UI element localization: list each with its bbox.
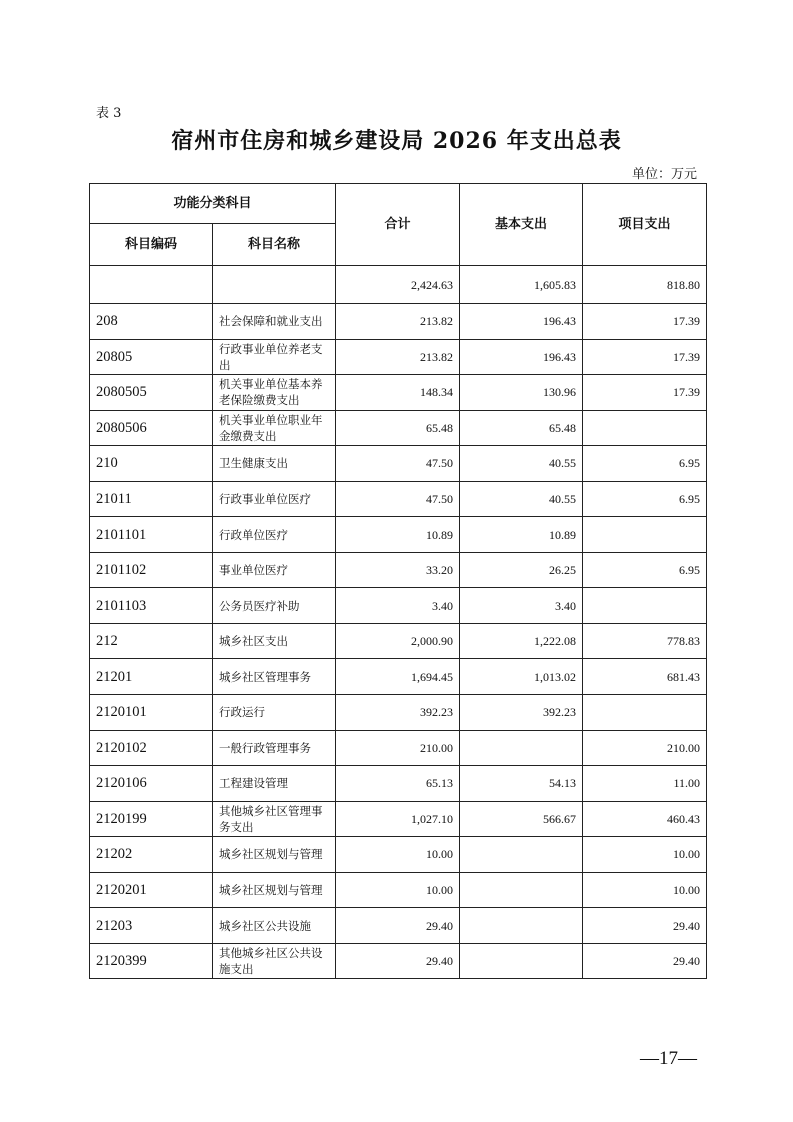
project-amount: 778.83 [583, 623, 707, 659]
table-row [90, 695, 707, 731]
page-title: 宿州市住房和城乡建设局 2026 年支出总表 [171, 128, 622, 154]
header-function-category: 功能分类科目 [90, 184, 336, 224]
total-amount: 65.13 [336, 766, 460, 802]
subject-name [213, 266, 336, 304]
basic-amount: 196.43 [460, 304, 583, 340]
basic-amount: 40.55 [460, 446, 583, 482]
table-row [90, 304, 707, 340]
subject-code: 21011 [90, 481, 213, 517]
subject-code: 21203 [90, 908, 213, 944]
basic-amount [460, 837, 583, 873]
table-row [90, 339, 707, 375]
subject-code: 2120101 [90, 695, 213, 731]
header-basic-expenditure: 基本支出 [460, 184, 583, 266]
project-amount: 29.40 [583, 943, 707, 979]
project-amount [583, 517, 707, 553]
subject-code: 20805 [90, 339, 213, 375]
subject-name: 社会保障和就业支出 [213, 304, 336, 340]
subject-code: 2101102 [90, 552, 213, 588]
basic-amount: 1,222.08 [460, 623, 583, 659]
basic-amount: 1,605.83 [460, 266, 583, 304]
header-project-expenditure: 项目支出 [583, 184, 707, 266]
total-amount: 29.40 [336, 943, 460, 979]
table-row [90, 623, 707, 659]
table-row [90, 659, 707, 695]
subject-code: 2101103 [90, 588, 213, 624]
table-row [90, 410, 707, 446]
total-amount: 2,424.63 [336, 266, 460, 304]
total-amount: 10.00 [336, 872, 460, 908]
table-row [90, 872, 707, 908]
total-amount: 33.20 [336, 552, 460, 588]
header-subject-name: 科目名称 [213, 224, 336, 266]
subject-name: 其他城乡社区公共设施支出 [213, 943, 336, 979]
basic-amount: 54.13 [460, 766, 583, 802]
project-amount [583, 695, 707, 731]
total-amount: 10.89 [336, 517, 460, 553]
subject-code: 208 [90, 304, 213, 340]
basic-amount [460, 730, 583, 766]
project-amount: 6.95 [583, 552, 707, 588]
subject-name: 行政单位医疗 [213, 517, 336, 553]
subject-code: 2080506 [90, 410, 213, 446]
subject-name: 城乡社区规划与管理 [213, 872, 336, 908]
subject-code: 2120399 [90, 943, 213, 979]
project-amount [583, 588, 707, 624]
expenditure-table [89, 183, 707, 979]
basic-amount: 392.23 [460, 695, 583, 731]
project-amount: 17.39 [583, 375, 707, 411]
project-amount: 17.39 [583, 304, 707, 340]
total-amount: 213.82 [336, 304, 460, 340]
subject-code: 2120102 [90, 730, 213, 766]
project-amount: 17.39 [583, 339, 707, 375]
basic-amount: 566.67 [460, 801, 583, 837]
subject-code: 2120106 [90, 766, 213, 802]
subject-code: 21201 [90, 659, 213, 695]
header-total: 合计 [336, 184, 460, 266]
basic-amount: 10.89 [460, 517, 583, 553]
project-amount: 6.95 [583, 446, 707, 482]
table-label: 表 3 [96, 106, 122, 121]
basic-amount: 3.40 [460, 588, 583, 624]
basic-amount: 1,013.02 [460, 659, 583, 695]
total-amount: 210.00 [336, 730, 460, 766]
subject-code: 2080505 [90, 375, 213, 411]
subject-code: 2101101 [90, 517, 213, 553]
total-amount: 2,000.90 [336, 623, 460, 659]
project-amount: 10.00 [583, 872, 707, 908]
subject-code: 212 [90, 623, 213, 659]
total-amount: 3.40 [336, 588, 460, 624]
basic-amount: 65.48 [460, 410, 583, 446]
project-amount [583, 410, 707, 446]
project-amount: 11.00 [583, 766, 707, 802]
subject-name: 机关事业单位职业年金缴费支出 [213, 410, 336, 446]
basic-amount [460, 943, 583, 979]
subject-name: 事业单位医疗 [213, 552, 336, 588]
project-amount: 681.43 [583, 659, 707, 695]
subject-name: 卫生健康支出 [213, 446, 336, 482]
subject-name: 城乡社区公共设施 [213, 908, 336, 944]
total-amount: 47.50 [336, 446, 460, 482]
unit-label: 单位：万元 [631, 167, 697, 182]
total-row [90, 266, 707, 304]
project-amount: 210.00 [583, 730, 707, 766]
page-number: —17— [640, 1048, 697, 1069]
total-amount: 392.23 [336, 695, 460, 731]
project-amount: 460.43 [583, 801, 707, 837]
subject-name: 行政事业单位医疗 [213, 481, 336, 517]
subject-name: 城乡社区规划与管理 [213, 837, 336, 873]
project-amount: 29.40 [583, 908, 707, 944]
total-amount: 29.40 [336, 908, 460, 944]
total-amount: 1,694.45 [336, 659, 460, 695]
basic-amount: 130.96 [460, 375, 583, 411]
total-amount: 47.50 [336, 481, 460, 517]
total-amount: 1,027.10 [336, 801, 460, 837]
table-row [90, 517, 707, 553]
basic-amount [460, 908, 583, 944]
project-amount: 6.95 [583, 481, 707, 517]
subject-code: 21202 [90, 837, 213, 873]
subject-code: 2120201 [90, 872, 213, 908]
subject-name: 城乡社区支出 [213, 623, 336, 659]
table-row [90, 375, 707, 411]
total-amount: 213.82 [336, 339, 460, 375]
total-amount: 65.48 [336, 410, 460, 446]
subject-name: 行政运行 [213, 695, 336, 731]
project-amount: 818.80 [583, 266, 707, 304]
total-amount: 148.34 [336, 375, 460, 411]
total-amount: 10.00 [336, 837, 460, 873]
subject-code [90, 266, 213, 304]
table-row [90, 766, 707, 802]
table-row [90, 481, 707, 517]
subject-code: 2120199 [90, 801, 213, 837]
table-row [90, 837, 707, 873]
subject-name: 一般行政管理事务 [213, 730, 336, 766]
table-row [90, 801, 707, 837]
subject-name: 工程建设管理 [213, 766, 336, 802]
subject-name: 其他城乡社区管理事务支出 [213, 801, 336, 837]
header-subject-code: 科目编码 [90, 224, 213, 266]
subject-name: 行政事业单位养老支出 [213, 339, 336, 375]
subject-code: 210 [90, 446, 213, 482]
table-row [90, 588, 707, 624]
subject-name: 城乡社区管理事务 [213, 659, 336, 695]
table-row [90, 943, 707, 979]
basic-amount: 196.43 [460, 339, 583, 375]
subject-name: 公务员医疗补助 [213, 588, 336, 624]
project-amount: 10.00 [583, 837, 707, 873]
subject-name: 机关事业单位基本养老保险缴费支出 [213, 375, 336, 411]
basic-amount: 40.55 [460, 481, 583, 517]
table-row [90, 552, 707, 588]
table-row [90, 730, 707, 766]
basic-amount: 26.25 [460, 552, 583, 588]
table-row [90, 908, 707, 944]
basic-amount [460, 872, 583, 908]
table-row [90, 446, 707, 482]
